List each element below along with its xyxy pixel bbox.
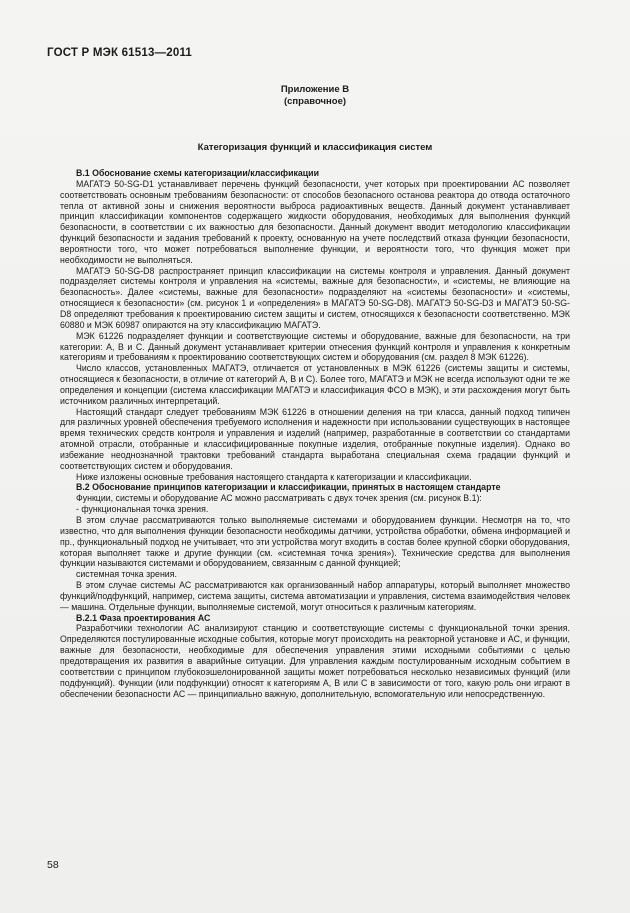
paragraph: МЭК 61226 подразделяет функции и соответствующие системы и оборудование, важные для безопасности, на три категории: А, В и С. Данный документ устанавливает критерии отнесения функций контроля и управления к конкретным категориям и требованиям к проектированию соответствующих систем и оборудования (см. раздел 8 МЭК 61226). — [60, 330, 570, 363]
paragraph: Число классов, установленных МАГАТЭ, отличается от установленных в МЭК 61226 (системы защиты и системы, относящиеся к безопасности, в отличие от категорий А, В и С). Более того, МАГАТЭ и МЭК не всегда используют одни те же определения и концепции (система классификации МАГАТЭ и классификация ФСО в МЭК), и эти расхождения могут быть источником различных интерпретаций. — [60, 363, 570, 406]
annex-title: Приложение В — [280, 84, 350, 95]
paragraph: В этом случае рассматриваются только выполняемые системами и оборудованием функции. Несмотря на то, что известно, что для выполнения функции безопасности необходимы датчики, устройства обработки, обмена информацией и пр., функциональный подход не учитывает, что эти устройства могут входить в состав более крупной сборки оборудования, которая выполняет также и другие функции (см. «системная точка зрения»). Технические средства для выполнения функции называются системами и оборудованием, связанным с данной функцией; — [60, 515, 570, 569]
paragraph: В этом случае системы АС рассматриваются как организованный набор аппаратуры, который выполняет множество функций/подфункций, например, система защиты, система автоматизации и управления, система взаимодействия человек — машина. Отдельные функции, выполняемые системой, могут относиться к различным категориям. — [60, 580, 570, 612]
page-number: 58 — [47, 859, 59, 871]
annex-kind: (справочное) — [283, 96, 347, 107]
section-heading: В.2.1 Фаза проектирования АС — [76, 612, 211, 623]
section-heading: В.2 Обоснование принципов категоризации и классификации, принятых в настоящем стандарте — [76, 482, 501, 493]
section-heading: В.1 Обоснование схемы категоризации/классификации — [76, 168, 320, 178]
document-title: Категоризация функций и классификация систем — [197, 142, 433, 153]
paragraph: МАГАТЭ 50-SG-D8 распространяет принцип классификации на системы контроля и управления. Данный документ подразделяет системы контроля и управления на «системы, важные для безопасности», и «системы, не влияющие на безопасность». Далее «системы, важные для безопасности» подразделяют на «системы безопасности» и «системы, относящиеся к безопасности» (см. рисунок 1 и «определения» в МАГАТЭ 50-SG-D8). МАГАТЭ 50-SG-D3 и МАГАТЭ 50-SG-D8 определяют требования к проектированию систем защиты и систем, относящихся к безопасности соответственно. МЭК 60880 и МЭК 60987 опираются на эту классификацию МАГАТЭ. — [60, 265, 570, 330]
document-body — [60, 168, 570, 699]
paragraph: - функциональная точка зрения. — [76, 504, 209, 515]
paragraph: системная точка зрения. — [76, 569, 177, 580]
paragraph: Ниже изложены основные требования настоящего стандарта к категоризации и классификации. — [76, 471, 472, 482]
paragraph: МАГАТЭ 50-SG-D1 устанавливает перечень функций безопасности, учет которых при проектировании АС позволяет соответствовать основным требованиям безопасности: от способов безопасного останова реактора до отвода остаточного тепла от активной зоны и снижения вероятности выброса радиоактивных веществ. Данный документ устанавливает принцип классификации компонентов содержащего жидкости оборудования, необходимых для выполнения функций безопасности, в соответствии с их важностью для безопасности. Данный документ вводит методологию классификации функций безопасности и задания требований к проекту, основанную на учете последствий отказа функции безопасности, вероятности того, что может потребоваться выполнение функции, и вероятности того, что функция может при необходимости не выполняться. — [60, 178, 570, 265]
annex-heading — [60, 84, 570, 108]
paragraph: Настоящий стандарт следует требованиям МЭК 61226 в отношении деления на три класса, данный подход типичен для различных уровней обеспечения требуемого исполнения и надежности при использовании существующих в настоящее время технических средств контроля и управления и изделий (например, разработанные в соответствии со стандартами атомной отрасли, отобранные и классифицированные покупные изделия, отобранные покупные изделия). Однако во избежание неоднозначной трактовки требований стандарта выработана специальная схема градации функций и соответствующих систем и оборудования. — [60, 406, 570, 471]
paragraph: Функции, системы и оборудование АС можно рассматривать с двух точек зрения (см. рисунок В.1): — [76, 493, 482, 504]
paragraph: Разработчики технологии АС анализируют станцию и соответствующие системы с функциональной точки зрения. Определяются постулированные исходные события, которые могут происходить на реакторной установке и АС, и функции, важные для безопасности, необходимые для обеспечения управления этими исходными событиями с целью предотвращения их развития в аварийные ситуации. Для управления каждым постулированным исходным событием в соответствии с принципом глубокоэшелонированной защиты может потребоваться несколько независимых функций (или подфункций). Функции (или подфункции) относят к категориям А, В или С в зависимости от того, какую роль они играют в обеспечении безопасности АС — принципиально важную, дополнительную, вспомогательную или непосредственную. — [60, 623, 570, 699]
document-header: ГОСТ Р МЭК 61513—2011 — [47, 47, 193, 59]
